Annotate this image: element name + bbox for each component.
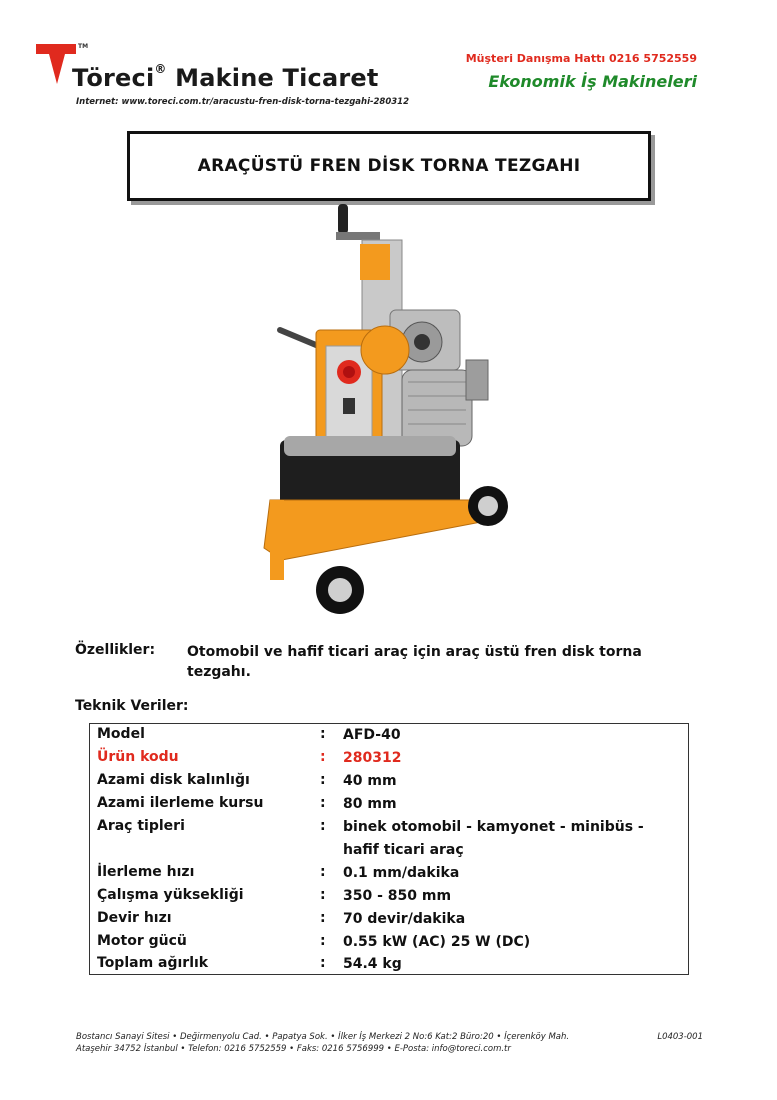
spec-row-max-disc-thickness bbox=[90, 770, 688, 793]
spec-key: Azami ilerleme kursu bbox=[97, 795, 264, 811]
spec-colon: : bbox=[320, 818, 326, 834]
footer-address-line: Bostancı Sanayi Sitesi • Değirmenyolu Cad. • Papatya Sok. • İlker İş Merkezi 2 No:6 Kat:2 Büro:20 • İçerenköy Mah. bbox=[76, 1032, 570, 1042]
spec-colon: : bbox=[320, 910, 326, 926]
spec-key: Azami disk kalınlığı bbox=[97, 772, 250, 788]
spec-value: binek otomobil - kamyonet - minibüs - hafif ticari araç bbox=[343, 819, 644, 858]
spec-row-vehicle-types bbox=[90, 816, 688, 862]
footer-contact-line: Ataşehir 34752 İstanbul • Telefon: 0216 5752559 • Faks: 0216 5756999 • E-Posta: info@toreci.com.tr bbox=[76, 1044, 511, 1054]
spec-value: 0.55 kW (AC) 25 W (DC) bbox=[343, 934, 531, 950]
spec-value: AFD-40 bbox=[343, 727, 401, 743]
customer-hotline: Müşteri Danışma Hattı 0216 5752559 bbox=[465, 52, 697, 65]
document-code: L0403-001 bbox=[657, 1032, 703, 1042]
spec-colon: : bbox=[320, 887, 326, 903]
spec-value: 350 - 850 mm bbox=[343, 888, 452, 904]
spec-key: Toplam ağırlık bbox=[97, 955, 209, 971]
spec-colon: : bbox=[320, 864, 326, 880]
spec-colon: : bbox=[320, 955, 326, 971]
features-label: Özellikler: bbox=[75, 642, 156, 658]
spec-colon: : bbox=[320, 749, 326, 765]
spec-row-feed-speed bbox=[90, 862, 688, 885]
product-title: ARAÇÜSTÜ FREN DİSK TORNA TEZGAHI bbox=[197, 156, 581, 176]
spec-row-motor-power bbox=[90, 931, 688, 954]
spec-row-product-code bbox=[90, 747, 688, 770]
company-name: Töreci® Makine Ticaret bbox=[72, 62, 379, 92]
spec-row-working-height bbox=[90, 885, 688, 908]
spec-key: İlerleme hızı bbox=[97, 864, 195, 880]
features-text: Otomobil ve hafif ticari araç için araç üstü fren disk torna tezgahı. bbox=[187, 644, 642, 680]
spec-row-max-feed-stroke bbox=[90, 793, 688, 816]
spec-colon: : bbox=[320, 726, 326, 742]
spec-row-total-weight bbox=[90, 953, 688, 976]
spec-value: 280312 bbox=[343, 750, 402, 766]
spec-row-rotation-speed bbox=[90, 908, 688, 931]
spec-value: 80 mm bbox=[343, 796, 397, 812]
spec-table bbox=[89, 723, 689, 975]
spec-key: Ürün kodu bbox=[97, 749, 179, 765]
spec-value: 40 mm bbox=[343, 773, 397, 789]
spec-colon: : bbox=[320, 933, 326, 949]
product-title-box bbox=[127, 131, 651, 201]
spec-colon: : bbox=[320, 795, 326, 811]
company-logo bbox=[36, 44, 76, 86]
spec-key: Devir hızı bbox=[97, 910, 172, 926]
product-image bbox=[240, 200, 530, 630]
spec-row-model bbox=[90, 724, 688, 747]
spec-value: 70 devir/dakika bbox=[343, 911, 466, 927]
spec-key: Model bbox=[97, 726, 145, 742]
spec-value: 54.4 kg bbox=[343, 956, 402, 972]
internet-url[interactable]: Internet: www.toreci.com.tr/aracustu-fren-disk-torna-tezgahi-280312 bbox=[76, 97, 409, 107]
spec-colon: : bbox=[320, 772, 326, 788]
technical-data-title: Teknik Veriler: bbox=[75, 698, 189, 714]
spec-value: 0.1 mm/dakika bbox=[343, 865, 460, 881]
spec-key: Araç tipleri bbox=[97, 818, 185, 834]
spec-key: Çalışma yüksekliği bbox=[97, 887, 244, 903]
company-slogan: Ekonomik İş Makineleri bbox=[488, 72, 697, 91]
spec-key: Motor gücü bbox=[97, 933, 187, 949]
trademark-mark: TM bbox=[78, 43, 89, 50]
